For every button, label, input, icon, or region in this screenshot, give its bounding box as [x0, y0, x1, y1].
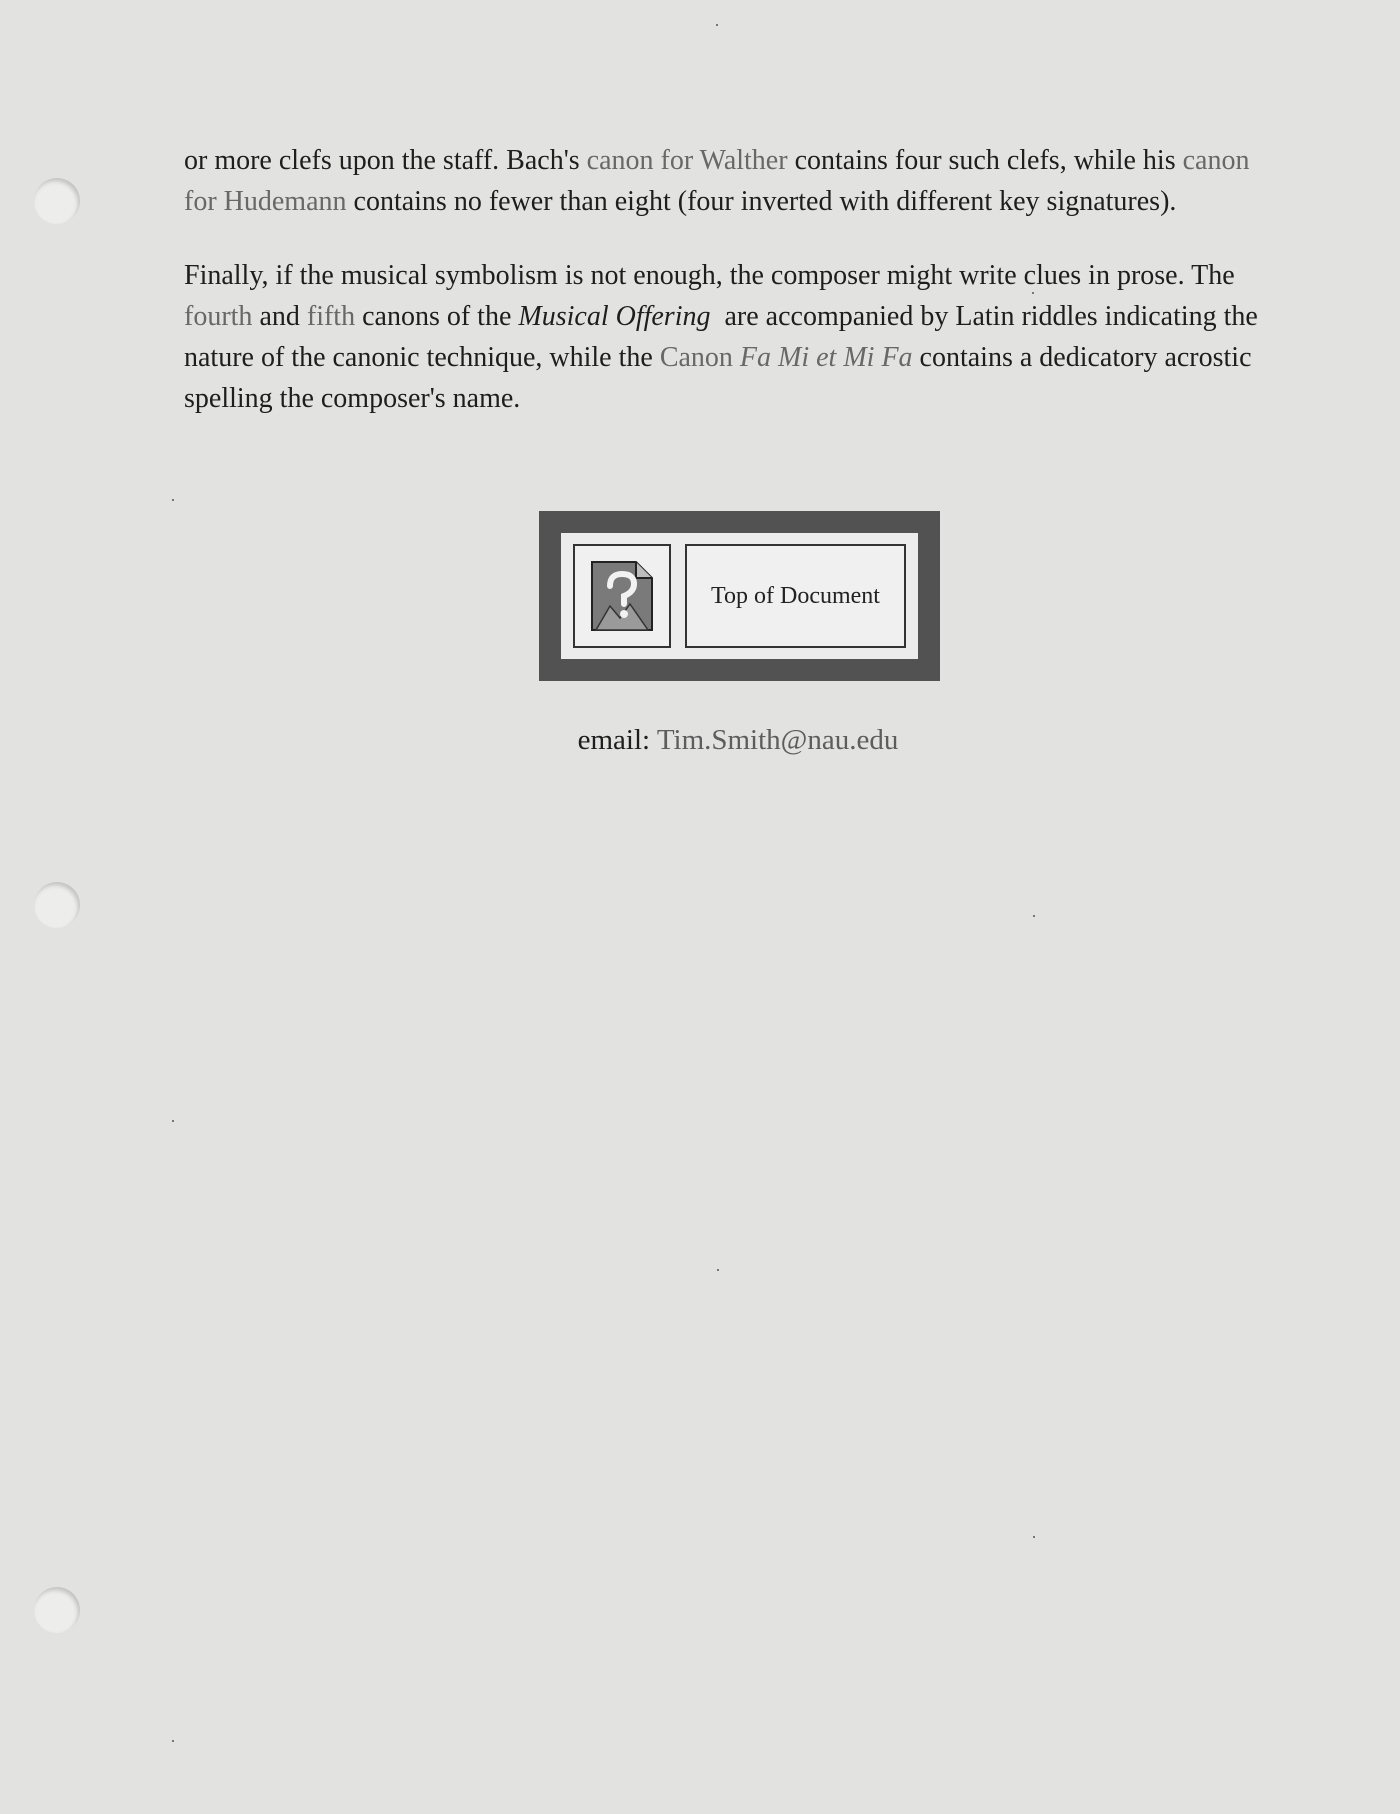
navigation-box — [539, 511, 940, 681]
email-label: email: — [577, 724, 657, 756]
link-label-title: Fa Mi et Mi Fa — [739, 342, 913, 373]
paragraph-text: and — [252, 301, 307, 332]
work-title-musical-offering: Musical Offering — [518, 301, 711, 332]
paper-speck — [172, 1740, 174, 1742]
paragraph-text: contains four such clefs, while his — [787, 145, 1183, 176]
paragraph-text: are accompanied by Latin riddles indicating the nature of the canonic technique, while the — [184, 301, 1265, 373]
paragraph-prose-clues — [184, 255, 1284, 419]
paper-speck — [1033, 1536, 1035, 1538]
body-text — [184, 140, 1284, 452]
paper-speck — [172, 499, 174, 501]
link-fifth-canon[interactable]: fifth — [306, 301, 356, 332]
punch-hole-middle — [34, 882, 80, 928]
link-label: Canon — [659, 342, 740, 373]
paper-speck — [172, 1120, 174, 1122]
link-fourth-canon[interactable]: fourth — [184, 301, 253, 332]
paragraph-text: canons of the — [355, 301, 519, 332]
paper-speck — [716, 24, 718, 26]
paragraph-text: Finally, if the musical symbolism is not enough, the composer might write clues in prose. The — [184, 260, 1235, 291]
email-link[interactable]: Tim.Smith@nau.edu — [656, 724, 899, 756]
paragraph-text: contains a dedicatory acrostic spelling the composer's name. — [184, 342, 1252, 414]
paragraph-clefs — [184, 140, 1284, 222]
image-button[interactable] — [573, 544, 671, 648]
navigation-inner — [561, 533, 918, 659]
top-of-document-button[interactable] — [685, 544, 906, 648]
paper-speck — [717, 1269, 719, 1271]
paper-speck — [1033, 915, 1035, 917]
contact-email — [0, 724, 1400, 757]
punch-hole-top — [34, 178, 80, 224]
link-canon-for-walther[interactable]: canon for Walther — [586, 145, 788, 176]
paragraph-text: contains no fewer than eight (four inverted with different key signatures). — [346, 186, 1177, 217]
broken-image-icon — [586, 558, 658, 634]
link-canon-fa-mi-et-mi-fa[interactable] — [660, 342, 913, 373]
punch-hole-bottom — [34, 1587, 80, 1633]
top-of-document-label: Top of Document — [711, 582, 880, 609]
paragraph-text: or more clefs upon the staff. Bach's — [184, 145, 587, 176]
link-canon-for-hudemann[interactable]: canon for Hudemann — [184, 145, 1250, 217]
